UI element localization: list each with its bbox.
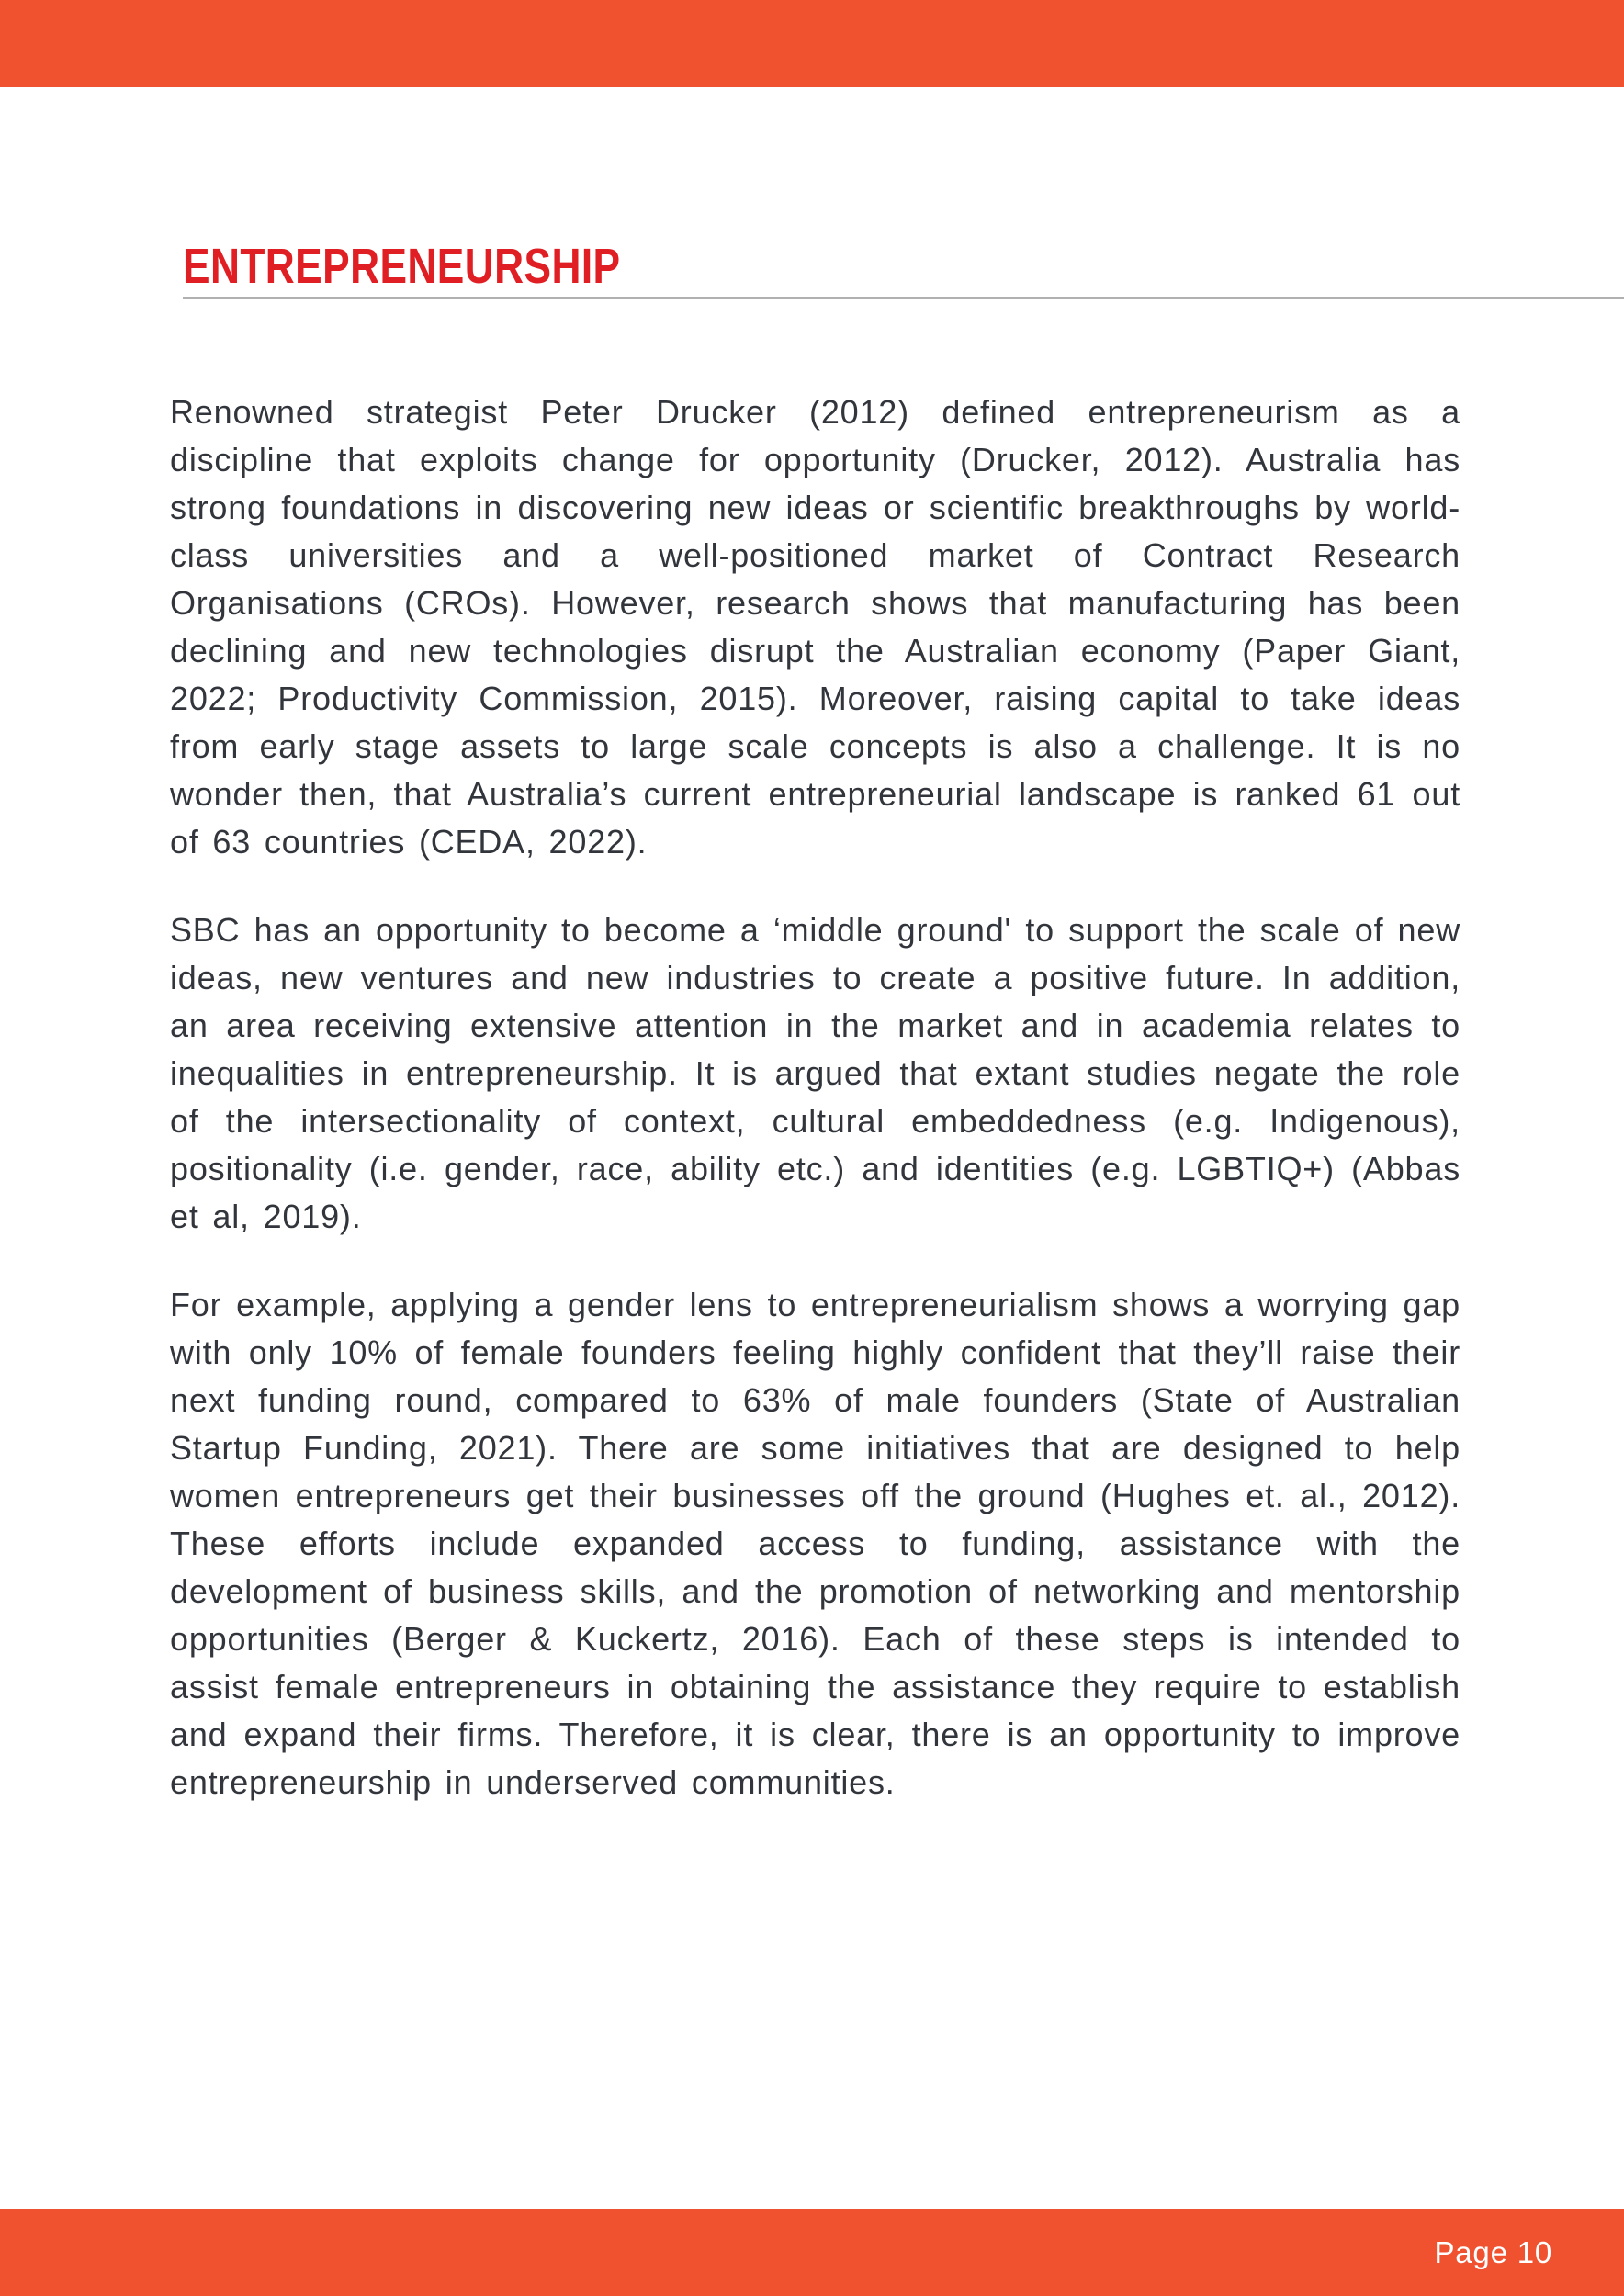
paragraph-entrepreneurism-definition: Renowned strategist Peter Drucker (2012) defined entrepreneurism as a discipline that exploits change for opportunity (Drucker, 2012). Australia has strong foundations in discovering new ideas or scientific breakthroughs by world-class universities and a well-positioned market of Contract Research Organisations (CROs). However, research shows that manufacturing has been declining and new technologies disrupt the Australian economy (Paper Giant, 2022; Productivity Commission, 2015). Moreover, raising capital to take ideas from early stage assets to large scale concepts is also a challenge. It is no wonder then, that Australia’s current entrepreneurial landscape is ranked 61 out of 63 countries (CEDA, 2022). <box>170 393 1460 861</box>
top-accent-bar <box>0 0 1624 87</box>
page-content <box>170 87 1460 1847</box>
page-number: Page 10 <box>1434 2234 1552 2269</box>
footer-bar <box>0 2209 1624 2296</box>
section-title: ENTREPRENEURSHIP <box>183 239 621 294</box>
paragraph-gender-lens: For example, applying a gender lens to entrepreneurialism shows a worrying gap with only 10% of female founders feeling highly confident that they’ll raise their next funding round, compared to 63% of male founders (State of Australian Startup Funding, 2021). There are some initiatives that are designed to help women entrepreneurs get their businesses off the ground (Hughes et. al., 2012). These efforts include expanded access to funding, assistance with the development of business skills, and the promotion of networking and mentorship opportunities (Berger & Kuckertz, 2016). Each of these steps is intended to assist female entrepreneurs in obtaining the assistance they require to establish and expand their firms. Therefore, it is clear, there is an opportunity to improve entrepreneurship in underserved communities. <box>170 1286 1460 1801</box>
paragraph-sbc-opportunity: SBC has an opportunity to become a ‘middle ground' to support the scale of new ideas, new ventures and new industries to create a positive future. In addition, an area receiving extensive attention in the market and in academia relates to inequalities in entrepreneurship. It is argued that extant studies negate the role of the intersectionality of context, cultural embeddedness (e.g. Indigenous), positionality (i.e. gender, race, ability etc.) and identities (e.g. LGBTIQ+) (Abbas et al, 2019). <box>170 911 1460 1235</box>
title-underline <box>183 297 1624 299</box>
